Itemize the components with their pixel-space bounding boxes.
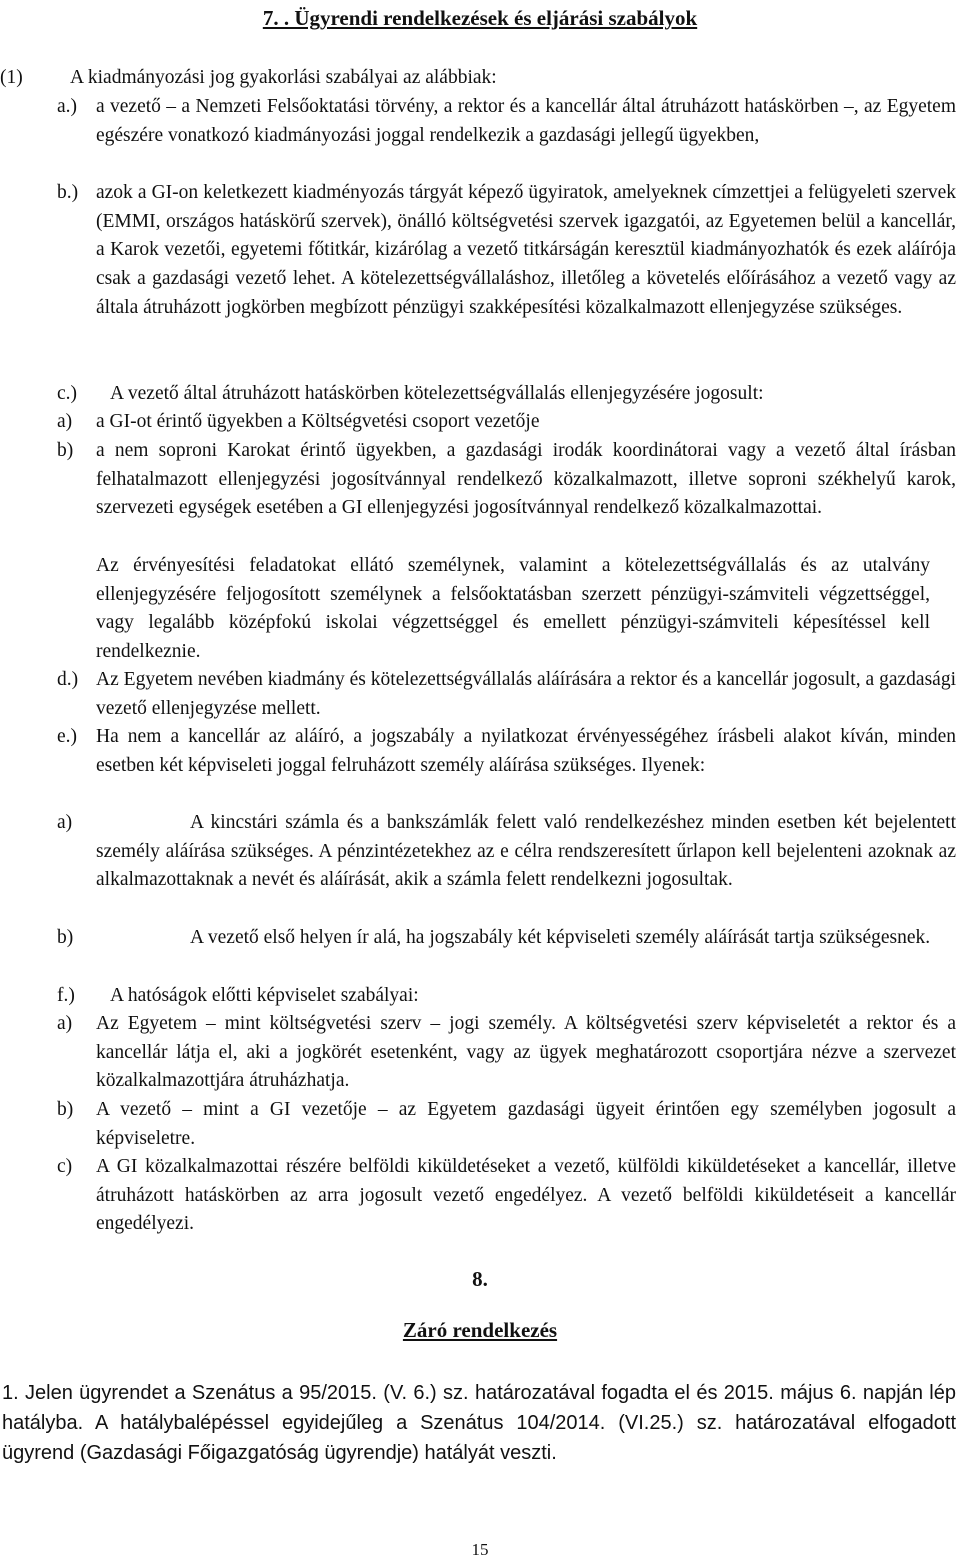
item-a-text: a vezető – a Nemzeti Felsőoktatási törvény, a rektor és a kancellár által átruházott hatáskörben –, az Egyetem egészére vonatkozó kiadmányozási joggal rendelkezik a gazdasági jellegű ügyekben,: [96, 96, 956, 146]
item-e-b-text: A vezető első helyen ír alá, ha jogszabály két képviseleti személy aláírását tartja szükségesnek.: [190, 927, 931, 948]
section-8-number: 8.: [472, 1267, 488, 1291]
item-f-b-text: A vezető – mint a GI vezetője – az Egyetem gazdasági ügyeit érintően egy személyben jogosult a képviseletre.: [96, 1099, 956, 1149]
item-f-a-text: Az Egyetem – mint költségvetési szerv – jogi személy. A költségvetési szerv képviseletét a rektor és a kancellár látja el, aki a jogkörét esetenként, vagy az ügyek meghatározott csoportjára nézve a szervezet közalkalmazottjára átruházhatja.: [96, 1013, 956, 1092]
item-f-c-text: A GI közalkalmazottai részére belföldi kiküldetéseket a vezető, külföldi kiküldetéseket a kancellár, illetve átruházott hatáskörben az arra jogosult vezető engedélyez. A vezető belföldi kiküldetéseit a kancellár engedélyezi.: [96, 1156, 956, 1235]
item-c-b-label: b): [57, 440, 74, 461]
item-a-label: a.): [57, 96, 78, 117]
validation-paragraph: Az érvényesítési feladatokat ellátó személynek, valamint a kötelezettségvállalás és az utalvány ellenjegyzésére feljogosított személynek a felsőoktatásban szerzett pénzügyi-számviteli végzettséggel, vagy legalább középfokú iskolai végzettséggel és emellett pénzügyi-számviteli képesítéssel kell rendelkeznie.: [96, 555, 930, 663]
item-b-label: b.): [57, 182, 79, 203]
item-b-text: azok a GI-on keletkezett kiadményozás tárgyát képező ügyiratok, amelyeknek címzettjei a felügyeleti szervek (EMMI, országos hatáskörű szervek), önálló költségvetési szervek igazgatói, az Egyetemen belül a kancellár, a Karok vezetői, egyetemi főtitkár, kizárólag a vezető titkárságán keresztül kiadmányozhatók és ezek aláírója csak a gazdasági vezető lehet. A kötelezettségvállaláshoz, illetőleg a követelés előírásához a vezető vagy az általa átruházott jogkörben megbízott pénzügyi szakképesítési közalkalmazott ellenjegyzése szükséges.: [96, 182, 956, 318]
item-e-label: e.): [57, 726, 78, 747]
item-f-a-label: a): [57, 1013, 73, 1034]
page-number: 15: [471, 1540, 489, 1559]
item-e-a-text: A kincstári számla és a bankszámlák felett való rendelkezéshez minden esetben két bejelentett személy aláírása szükséges. A pénzintézetekhez az e célra rendszeresített űrlapon kell bejelenteni azoknak az alkalmazottaknak a nevét és aláírását, akik a számla felett rendelkezni jogosultak.: [96, 812, 956, 891]
intro-label: (1): [0, 67, 23, 88]
item-f-b-label: b): [57, 1099, 74, 1120]
item-e-b-label: b): [57, 927, 74, 948]
item-d-text: Az Egyetem nevében kiadmány és kötelezettségvállalás aláírására a rektor és a kancellár jogosult, a gazdasági vezető ellenjegyzése mellett.: [96, 669, 956, 719]
item-c-b-text: a nem soproni Karokat érintő ügyekben, a gazdasági irodák koordinátorai vagy a vezető által írásban felhatalmazott ellenjegyzési jogosítvánnyal rendelkező közalkalmazott, illetve soproni székhelyű karok, szervezeti egységek esetében a GI ellenjegyzési jogosítvánnyal rendelkező közalkalmazottai.: [96, 440, 956, 519]
item-f-text: A hatóságok előtti képviselet szabályai:: [110, 985, 419, 1006]
item-e-text: Ha nem a kancellár az aláíró, a jogszabály a nyilatkozat érvényességéhez írásbeli alakot kíván, minden esetben két képviseleti joggal felruházott személy aláírása szükséges. Ilyenek:: [96, 726, 956, 776]
item-c-a-label: a): [57, 411, 73, 432]
item-c-a-text: a GI-ot érintő ügyekben a Költségvetési csoport vezetője: [96, 411, 540, 432]
item-c-label: c.): [57, 383, 78, 404]
item-d-label: d.): [57, 669, 79, 690]
item-c-text: A vezető által átruházott hatáskörben kötelezettségvállalás ellenjegyzésére jogosult:: [110, 383, 764, 404]
closing-paragraph: 1. Jelen ügyrendet a Szenátus a 95/2015. (V. 6.) sz. határozatával fogadta el és 2015. május 6. napján lép hatályba. A hatálybalépéssel egyidejűleg a Szenátus 104/2014. (VI.25.) sz. határozatával elfogadott ügyrend (Gazdasági Főigazgatóság ügyrendje) hatályát veszti.: [2, 1382, 956, 1464]
item-f-label: f.): [57, 985, 75, 1006]
section-8-heading: Záró rendelkezés: [402, 1318, 558, 1342]
section-7-title: 7. . Ügyrendi rendelkezések és eljárási szabályok: [262, 6, 698, 30]
item-f-c-label: c): [57, 1156, 73, 1177]
intro-text: A kiadmányozási jog gyakorlási szabályai az alábbiak:: [70, 67, 497, 88]
item-e-a-label: a): [57, 812, 73, 833]
